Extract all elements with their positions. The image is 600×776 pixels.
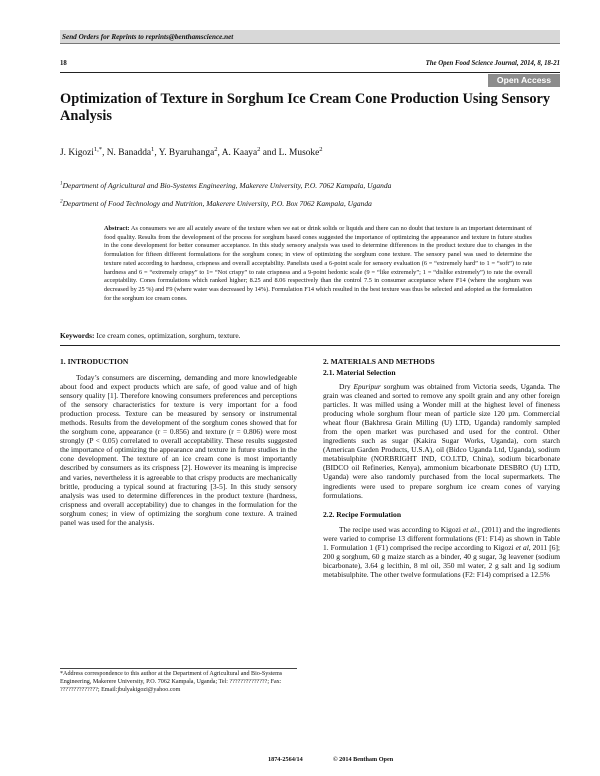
section-heading: 2. MATERIALS AND METHODS: [323, 357, 435, 366]
subsection-heading: 2.1. Material Selection: [323, 368, 396, 377]
abstract: [104, 225, 532, 303]
reprint-banner: Send Orders for Reprints to reprints@benthamscience.net: [60, 30, 560, 44]
abstract-text: As consumers we are all acutely aware of the texture when we eat or drink solids or liquids and there can no doubt that texture is an important determinant of food quality. Results from the development of the process for sorghum based cones suggested the importance of optimizing the appearance and texture in future studies in the cone development for better consumer acceptance. In this study sensory analysis was used to determine differences in the product texture due to changes in the formulation for fifteen different formulations for the sorghum cones; in view of optimizing the sorghum cone texture. The sensory panel was used to determine the texture rated according to hardness, crispness and overall acceptability. Panelists used a 6-point scale for sensory evaluation (6 = “extremely hard” to 1 = “soft”) to rate hardness and 6 = “extremely crispy” to 1= “Not crispy” to rate crispness and a 9-point hedonic scale (9 = “like extremely”; 1 = “dislike extremely”) to rate the overall acceptability. Cones formulations which ranked higher; 8.25 and 8.06 respectively than the control 7.5 in consumer acceptance where F14 (where the sorghum was decreased by 25 %) and F9 (where water was decreased by 14%). Formulation F14 which resulted in the best texture was thus be selected and adopted as the formulation for the sorghum ice cream cones.: [104, 225, 532, 302]
subsection-heading: 2.2. Recipe Formulation: [323, 509, 402, 519]
page-header: [60, 60, 560, 70]
correspondence-footnote: *Address correspondence to this author at the Department of Agricultural and Bio-Systems Engineering, Makerere University, P.O. 7062 Kampala, Uganda; Tel: ??????????????; Fax: ??????????????; Email:jbulyakigozi@yahoo.com: [60, 671, 283, 693]
keywords-rule: [60, 345, 560, 346]
open-access-badge: Open Access: [488, 74, 560, 87]
methods-section: [323, 357, 560, 579]
author-affil-marker: 2: [257, 145, 261, 153]
author-affil-marker: 1,*: [93, 145, 103, 153]
abstract-label: Abstract:: [104, 225, 130, 232]
keywords-label: Keywords:: [60, 331, 95, 340]
body-paragraph: Dry Epuripur sorghum was obtained from Victoria seeds, Uganda. The grain was cleaned and sorted to remove any spoilt grain and any other foreign particles. It was milled using a Wonder mill at the highest level of fineness producing whole sorghum flour mean of particle size 120 µm. Commercial wheat flour (Bakhresa Grain Milling (U) LTD, Uganda) randomly sampled from the open market was purchased and used for the control. Other ingredients such as sugar (Kakira Sugar Works, Uganda), corn starch (American Garden Products, U.S.A), oil (Bidco Uganda Ltd, Uganda), sodium metabisulphite (NORBRIGHT IND, CO.LTD, China), sodium bicarbonate (BIDCO oil Refineries, Kenya), ammonium bicarbonate DESBRO (U) LTD, Uganda) were also randomly purchased from the local supermarkets. The ingredients were used to prepare sorghum ice cream cones of varying formulations.: [323, 382, 560, 500]
keywords: [60, 331, 560, 341]
footer-issn: 1874-2564/14: [268, 756, 303, 763]
footer-publisher: © 2014 Bentham Open: [333, 756, 394, 763]
body-paragraph: Today’s consumers are discerning, demanding and more knowledgeable about food and expect products which are safe, of good value and of high sensory quality [1]. Therefore knowing consumers preferences and perceptions of the sensory characteristics for texture is very important for a food production process. Texture can be measured by sensory or instrumental methods. Results from the development of the sorghum cones showed that for the sorghum cone, appearance (r = 0.856) and texture (r = 0.806) were most strongly (P < 0.05) correlated to overall acceptability. These results suggested the importance of optimizing the appearance and texture in future studies in the cone development. The texture of an ice cream cone is most importantly described by consumers as its crispness [2]. However its meaning is imprecise and varies, nevertheless it is agreeable to that crispy products are mechanically brittle, producing a typical sound at fracturing [3-5]. In this study sensory analysis was used to determine differences in the product texture (hardness, crispness and overall acceptability) due to changes in the formulation for the sorghum cones; in view of optimizing the sorghum cone texture. A trained panel was used for the analysis.: [60, 373, 297, 527]
header-rule: [60, 72, 560, 73]
author-affil-marker: 1: [151, 145, 155, 153]
page-number: 18: [60, 60, 67, 67]
author-name: N. Banadda: [106, 148, 152, 158]
introduction-section: [60, 357, 297, 527]
affiliation-1: $^1$Department of Agricultural and Bio-Systems Engineering, Makerere University, P.O. 7062 Kampala, Uganda: [60, 180, 392, 190]
author-affil-marker: 2: [319, 145, 323, 153]
keywords-text: Ice cream cones, optimization, sorghum, texture.: [94, 331, 241, 340]
body-paragraph: The recipe used was according to Kigozi et al., (2011) and the ingredients were varied to comprise 13 different formulations (F1: F14) as shown in Table 1. Formulation 1 (F1) comprised the recipe according to Kigozi et al, 2011 [6]; 200 g sorghum, 60 g maize starch as a binder, 40 g sugar, 3g leavener (sodium bicarbonate), 3.64 g lecithin, 8 ml oil, 350 ml water, 2 g salt and 1g sodium metabisulphite. The other twelve formulations (F2: F14) comprised a 12.5%: [323, 524, 560, 579]
article-title: Optimization of Texture in Sorghum Ice Cream Cone Production Using Sensory Analysis: [60, 91, 551, 124]
affiliation-2: $^2$Department of Food Technology and Nutrition, Makerere University, P.O. Box 7062 Kampala, Uganda: [60, 198, 372, 208]
footnote-rule: [60, 668, 297, 669]
section-heading: 1. INTRODUCTION: [60, 357, 129, 366]
author-affil-marker: 2: [214, 145, 218, 153]
author-name: A. Kaaya: [221, 148, 258, 158]
author-name: L. Musoke: [278, 148, 320, 158]
journal-citation: The Open Food Science Journal, 2014, 8, 18-21: [425, 60, 560, 67]
author-name: J. Kigozi: [60, 148, 94, 158]
author-name: Y. Byaruhanga: [158, 148, 215, 158]
author-list: J. Kigozi$^{1,*}$, N. Banadda$^1$, Y. Byaruhanga$^2$, A. Kaaya$^2$ and L. Musoke$^2$: [60, 145, 323, 158]
